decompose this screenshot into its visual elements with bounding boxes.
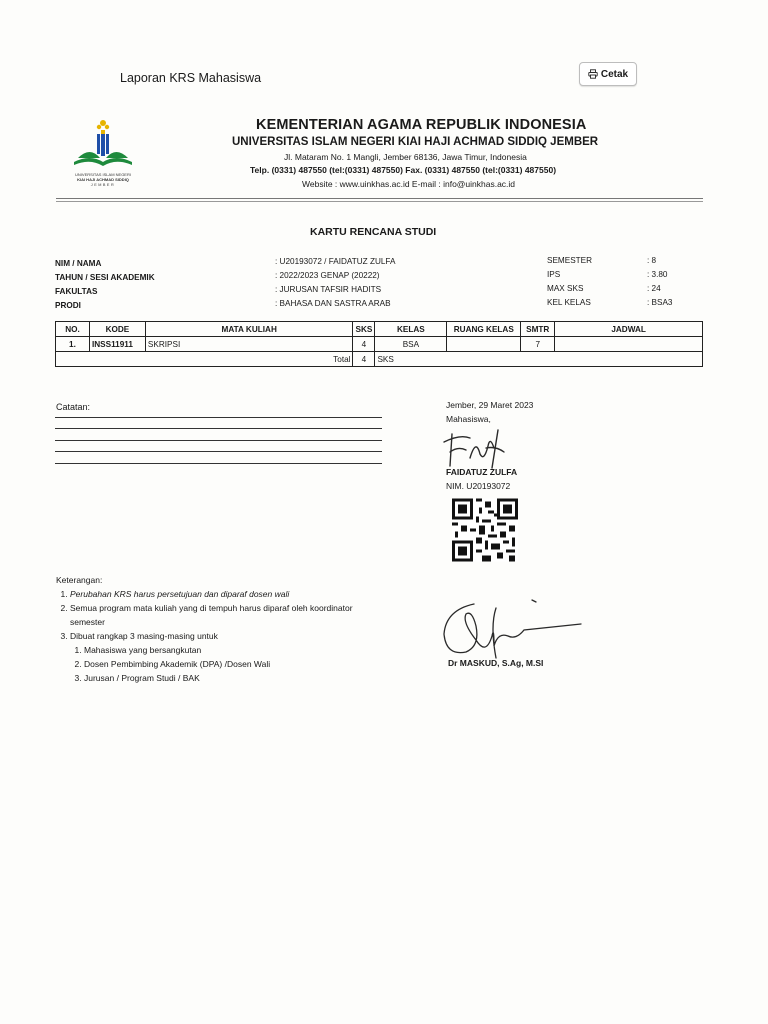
student-info-values [275,255,395,311]
cell-smtr: 7 [521,337,555,352]
header-divider [56,198,703,199]
col-header-jadwal: JADWAL [555,322,703,337]
document-title: KARTU RENCANA STUDI [310,226,437,238]
ministry-name: KEMENTERIAN AGAMA REPUBLIK INDONESIA [256,117,587,133]
total-unit: SKS [375,352,703,367]
sign-place-date: Jember, 29 Maret 2023 [446,400,534,410]
cell-kode: INSS11911 [89,337,145,352]
header-divider-thin [56,201,703,202]
student-info-labels [55,257,155,313]
value-prodi: : BAHASA DAN SASTRA ARAB [275,299,391,308]
col-header-smtr: SMTR [521,322,555,337]
legend-item: 3. Dibuat rangkap 3 masing-masing untuk 1. Mahasiswa yang bersangkutan 2. Dosen Pembimbing Akademik (DPA) /Dosen Wali 3. Jurusan / Program Studi / BAK [70,629,370,685]
legend-item: 1. Perubahan KRS harus persetujuan dan diparaf dosen wali [70,587,370,601]
col-header-no: NO. [56,322,90,337]
academic-info-values [647,254,673,310]
value-max-sks: : 24 [647,284,661,293]
value-nim-nama: : U20193072 / FAIDATUZ ZULFA [275,257,396,266]
website-email: Website : www.uinkhas.ac.id E-mail : info@uinkhas.ac.id [302,179,516,189]
label-prodi: PRODI [55,301,81,310]
notes-label: Catatan: [56,402,91,412]
print-label: Cetak [600,68,629,80]
phone-fax: Telp. (0331) 487550 (tel:(0331) 487550) Fax. (0331) 487550 (tel:(0331) 487550) [250,165,557,175]
cell-ruang-kelas [447,337,521,352]
qr-code [452,498,518,562]
page-title: Laporan KRS Mahasiswa [120,71,262,85]
note-line [55,428,382,429]
legend-item: 2. Semua program mata kuliah yang di tempuh harus diparaf oleh koordinator semester [70,601,370,629]
value-tahun-sesi: : 2022/2023 GENAP (20222) [275,271,380,280]
value-ips: : 3.80 [647,270,668,279]
student-nim: NIM. U20193072 [446,481,511,491]
label-tahun-sesi: TAHUN / SESI AKADEMIK [55,273,155,282]
label-max-sks: MAX SKS [547,284,584,293]
col-header-ruang-kelas: RUANG KELAS [447,322,521,337]
label-kel-kelas: KEL KELAS [547,298,591,307]
printer-icon [588,69,598,79]
cell-mata-kuliah: SKRIPSI [145,337,353,352]
logo-line-2: KIAI HAJI ACHMAD SIDDIQ [77,177,129,182]
total-label: Total [56,352,353,367]
address: Jl. Mataram No. 1 Mangli, Jember 68136, Jawa Timur, Indonesia [284,152,527,162]
label-semester: SEMESTER [547,256,593,265]
legend-title: Keterangan: [56,575,103,585]
note-line [55,417,382,418]
university-name: UNIVERSITAS ISLAM NEGERI KIAI HAJI ACHMAD SIDDIQ JEMBER [232,136,599,148]
label-fakultas: FAKULTAS [55,287,98,296]
total-value: 4 [353,352,375,367]
value-fakultas: : JURUSAN TAFSIR HADITS [275,285,382,294]
col-header-kode: KODE [89,322,145,337]
col-header-mata-kuliah: MATA KULIAH [145,322,353,337]
notes-legend [56,573,370,685]
table-header-row [56,322,703,337]
legend-sub-item: 3. Jurusan / Program Studi / BAK [84,671,370,685]
sign-role: Mahasiswa, [446,414,491,424]
label-nim-nama: NIM / NAMA [55,259,102,268]
advisor-signature [436,596,586,664]
note-line [55,463,382,464]
note-line [55,440,382,441]
student-name: FAIDATUZ ZULFA [446,467,518,477]
cell-no: 1. [56,337,90,352]
student-signature [440,428,520,470]
cell-sks: 4 [353,337,375,352]
print-button[interactable] [579,62,637,86]
label-ips: IPS [547,270,561,279]
cell-jadwal [555,337,703,352]
academic-info-labels [547,254,592,310]
logo-line-1: UNIVERSITAS ISLAM NEGERI [75,172,131,177]
logo-line-3: JEMBER [90,183,116,187]
legend-sub-item: 1. Mahasiswa yang bersangkutan [84,643,370,657]
legend-sub-item: 2. Dosen Pembimbing Akademik (DPA) /Dosen Wali [84,657,370,671]
col-header-sks: SKS [353,322,375,337]
advisor-name: Dr MASKUD, S.Ag, M.SI [448,658,544,668]
value-semester: : 8 [647,256,657,265]
value-kel-kelas: : BSA3 [647,298,673,307]
note-line [55,451,382,452]
col-header-kelas: KELAS [375,322,447,337]
university-logo [70,118,156,190]
table-total-row [56,352,703,367]
krs-table [55,321,703,367]
table-row [56,337,703,352]
cell-kelas: BSA [375,337,447,352]
